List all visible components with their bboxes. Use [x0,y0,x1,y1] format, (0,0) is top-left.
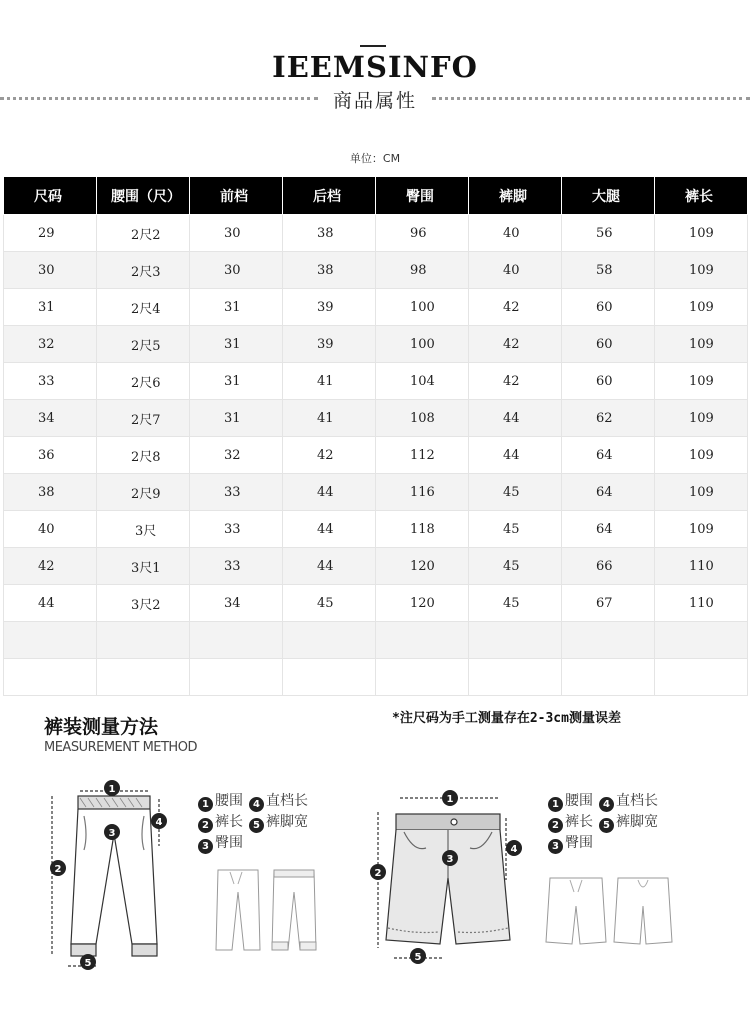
method-subtitle-en: MEASUREMENT METHOD [44,740,197,755]
svg-text:4: 4 [155,817,163,828]
cell-hip: 100 [376,326,469,363]
cell-hem: 40 [469,252,562,289]
cell-hip: 120 [376,585,469,622]
legend-length: 裤长 [565,814,593,830]
cell-size [4,659,97,696]
cell-front-rise: 30 [190,215,283,252]
cell-hem: 45 [469,474,562,511]
cell-thigh: 66 [562,548,655,585]
cell-size [4,622,97,659]
cell-hem [469,659,562,696]
cell-front-rise: 33 [190,511,283,548]
cell-thigh: 60 [562,363,655,400]
cell-front-rise: 31 [190,289,283,326]
cell-back-rise: 38 [283,215,376,252]
cell-waist: 2尺3 [97,252,190,289]
cell-thigh: 64 [562,474,655,511]
table-row [4,474,748,511]
long-pants-thumbnails-icon [212,866,330,956]
table-row [4,511,748,548]
dotted-divider-left [0,97,318,100]
cell-thigh [562,659,655,696]
cell-waist: 3尺1 [97,548,190,585]
cell-thigh: 64 [562,437,655,474]
legend-waist: 腰围 [565,793,593,809]
header-waist: 腰围（尺） [97,177,190,215]
cell-length: 109 [655,400,748,437]
marker-3-icon: 3 [198,839,213,854]
cell-length: 109 [655,437,748,474]
cell-front-rise: 33 [190,548,283,585]
cell-front-rise: 30 [190,252,283,289]
svg-text:5: 5 [84,958,92,969]
legend-hem: 裤脚宽 [616,814,658,830]
cell-hem: 45 [469,511,562,548]
cell-size: 40 [4,511,97,548]
cell-hem: 42 [469,363,562,400]
header-rule [360,45,386,47]
cell-front-rise: 32 [190,437,283,474]
cell-waist: 2尺5 [97,326,190,363]
cell-back-rise: 45 [283,585,376,622]
cell-waist: 2尺6 [97,363,190,400]
cell-hem [469,622,562,659]
legend-rise: 直档长 [616,793,658,809]
legend-hip: 臀围 [215,835,243,851]
svg-text:4: 4 [510,844,518,855]
cell-hip: 96 [376,215,469,252]
legend-rise: 直档长 [266,793,308,809]
brand-title: IEEMSINFO [272,50,478,84]
cell-length: 110 [655,585,748,622]
cell-length: 109 [655,363,748,400]
cell-back-rise: 41 [283,400,376,437]
cell-front-rise: 34 [190,585,283,622]
long-pants-diagram-icon [38,776,178,972]
cell-hem: 42 [469,289,562,326]
cell-hip: 108 [376,400,469,437]
cell-size: 34 [4,400,97,437]
cell-waist: 2尺2 [97,215,190,252]
cell-length: 109 [655,326,748,363]
cell-back-rise: 39 [283,289,376,326]
cell-hip: 100 [376,289,469,326]
cell-hem: 44 [469,437,562,474]
cell-waist: 2尺7 [97,400,190,437]
marker-4-icon: 4 [249,797,264,812]
marker-1-icon: 1 [198,797,213,812]
cell-size: 44 [4,585,97,622]
marker-5-icon: 5 [249,818,264,833]
cell-back-rise: 41 [283,363,376,400]
cell-front-rise: 33 [190,474,283,511]
cell-hem: 44 [469,400,562,437]
header-hip: 臀围 [376,177,469,215]
cell-hip [376,622,469,659]
cell-back-rise: 44 [283,474,376,511]
legend-hip: 臀围 [565,835,593,851]
cell-thigh: 56 [562,215,655,252]
table-row [4,548,748,585]
section-subtitle: 商品属性 [332,90,417,112]
svg-text:5: 5 [414,952,422,963]
cell-front-rise [190,622,283,659]
cell-thigh [562,622,655,659]
cell-thigh: 60 [562,326,655,363]
cell-thigh: 58 [562,252,655,289]
cell-size: 30 [4,252,97,289]
table-row [4,289,748,326]
table-row [4,215,748,252]
svg-text:3: 3 [446,854,454,865]
table-row [4,659,748,696]
table-row [4,622,748,659]
legend-length: 裤长 [215,814,243,830]
cell-size: 42 [4,548,97,585]
svg-text:2: 2 [54,864,62,875]
svg-text:1: 1 [446,794,454,805]
svg-text:3: 3 [108,828,116,839]
cell-length [655,659,748,696]
table-row [4,326,748,363]
long-pants-legend [198,791,308,854]
cell-waist: 2尺8 [97,437,190,474]
cell-back-rise: 38 [283,252,376,289]
shorts-thumbnails-icon [544,872,674,948]
table-body [4,215,748,696]
marker-5-icon: 5 [599,818,614,833]
dotted-divider-right [432,97,750,100]
cell-hip: 98 [376,252,469,289]
cell-waist: 2尺4 [97,289,190,326]
cell-length: 109 [655,474,748,511]
cell-size: 33 [4,363,97,400]
table-row [4,252,748,289]
header-size: 尺码 [4,177,97,215]
method-title: 裤装测量方法 [44,716,159,738]
cell-hip: 116 [376,474,469,511]
cell-waist: 3尺 [97,511,190,548]
cell-length: 109 [655,511,748,548]
shorts-diagram-icon [366,788,531,968]
cell-back-rise [283,659,376,696]
cell-hip: 104 [376,363,469,400]
cell-front-rise: 31 [190,400,283,437]
cell-back-rise: 44 [283,511,376,548]
cell-front-rise [190,659,283,696]
header-hem: 裤脚 [469,177,562,215]
cell-thigh: 60 [562,289,655,326]
cell-front-rise: 31 [190,363,283,400]
measurement-note: *注尺码为手工测量存在2-3cm测量误差 [392,711,621,726]
cell-length: 109 [655,289,748,326]
header-thigh: 大腿 [562,177,655,215]
header-front-rise: 前档 [190,177,283,215]
cell-front-rise: 31 [190,326,283,363]
cell-thigh: 62 [562,400,655,437]
table-header-row [4,177,748,215]
table-row [4,437,748,474]
cell-hem: 40 [469,215,562,252]
cell-thigh: 64 [562,511,655,548]
cell-waist: 3尺2 [97,585,190,622]
marker-3-icon: 3 [548,839,563,854]
marker-4-icon: 4 [599,797,614,812]
cell-thigh: 67 [562,585,655,622]
cell-length: 110 [655,548,748,585]
marker-1-icon: 1 [548,797,563,812]
cell-length: 109 [655,252,748,289]
cell-length: 109 [655,215,748,252]
svg-text:2: 2 [374,868,382,879]
cell-hip [376,659,469,696]
cell-hip: 112 [376,437,469,474]
cell-hip: 120 [376,548,469,585]
shorts-legend [548,791,658,854]
unit-label: 单位：CM [349,152,401,165]
cell-back-rise: 44 [283,548,376,585]
cell-back-rise [283,622,376,659]
cell-waist: 2尺9 [97,474,190,511]
cell-length [655,622,748,659]
cell-hem: 45 [469,548,562,585]
cell-back-rise: 42 [283,437,376,474]
legend-hem: 裤脚宽 [266,814,308,830]
cell-hem: 42 [469,326,562,363]
svg-text:1: 1 [108,784,116,795]
header-back-rise: 后档 [283,177,376,215]
table-row [4,363,748,400]
cell-waist [97,622,190,659]
marker-2-icon: 2 [198,818,213,833]
table-row [4,585,748,622]
cell-back-rise: 39 [283,326,376,363]
cell-size: 38 [4,474,97,511]
size-table [3,176,748,696]
cell-waist [97,659,190,696]
legend-waist: 腰围 [215,793,243,809]
cell-hem: 45 [469,585,562,622]
cell-size: 31 [4,289,97,326]
marker-2-icon: 2 [548,818,563,833]
cell-size: 29 [4,215,97,252]
cell-size: 32 [4,326,97,363]
cell-hip: 118 [376,511,469,548]
table-row [4,400,748,437]
subtitle-row [0,86,750,112]
header-length: 裤长 [655,177,748,215]
cell-size: 36 [4,437,97,474]
